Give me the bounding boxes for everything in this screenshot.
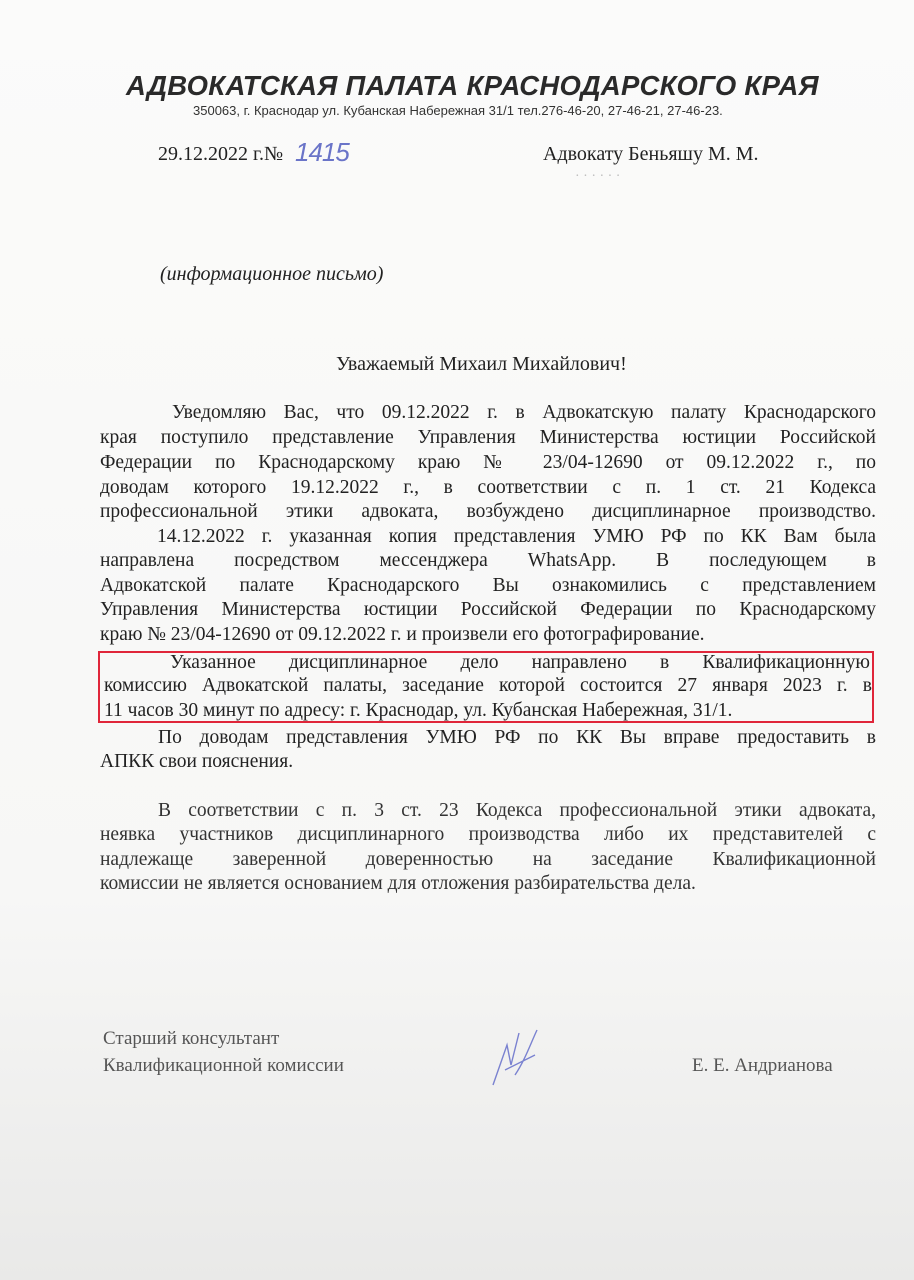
body-line: 14.12.2022 г. указанная копия представления УМЮ РФ по КК Вам была [157,526,876,547]
handwritten-number: 1415 [295,137,349,167]
body-line: В соответствии с п. 3 ст. 23 Кодекса профессиональной этики адвоката, [158,800,876,821]
body-line: комиссии не является основанием для отложения разбирательства дела. [100,873,696,894]
body-line: АПКК свои пояснения. [100,751,294,772]
body-line-highlighted: комиссию Адвокатской палаты, заседание которой состоится 27 января 2023 г. в [104,675,872,696]
body-line: Федерации по Краснодарскому краю № 23/04-12690 от 09.12.2022 г., по [100,452,876,473]
body-line: Адвокатской палате Краснодарского Вы ознакомились с представлением [100,575,876,596]
organization-title: АДВОКАТСКАЯ ПАЛАТА КРАСНОДАРСКОГО КРАЯ [126,70,819,101]
body-line: Уведомляю Вас, что 09.12.2022 г. в Адвокатскую палату Краснодарского [172,402,876,423]
body-line-highlighted: 11 часов 30 минут по адресу: г. Краснодар, ул. Кубанская Набережная, 31/1. [104,700,733,721]
organization-address: 350063, г. Краснодар ул. Кубанская Набережная 31/1 тел.276-46-20, 27-46-21, 27-46-23. [193,103,723,118]
body-line: надлежаще заверенной доверенностью на заседание Квалификационной [100,849,876,870]
body-line: доводам которого 19.12.2022 г., в соответствии с п. 1 ст. 21 Кодекса [100,477,876,498]
signer-title-line1: Старший консультант [103,1028,280,1049]
letter-date: 29.12.2022 г. [158,143,264,165]
document-type: (информационное письмо) [160,263,384,285]
greeting: Уважаемый Михаил Михайлович! [336,353,627,375]
body-line: неявка участников дисциплинарного производства либо их представителей с [100,824,876,845]
signer-name: Е. Е. Андрианова [692,1055,833,1076]
body-line: краю № 23/04-12690 от 09.12.2022 г. и произвели его фотографирование. [100,624,705,645]
recipient-address-cut: · · · · · · [575,169,621,184]
signer-title-line2: Квалификационной комиссии [103,1055,344,1076]
body-line: профессиональной этики адвоката, возбуждено дисциплинарное производство. [100,501,876,522]
body-line-highlighted: Указанное дисциплинарное дело направлено в Квалификационную [170,652,870,673]
recipient: Адвокату Беньяшу М. М. [543,143,759,165]
body-line: Управления Министерства юстиции Российской Федерации по Краснодарскому [100,599,876,620]
body-line: края поступило представление Управления Министерства юстиции Российской [100,427,876,448]
body-line: По доводам представления УМЮ РФ по КК Вы вправе предоставить в [158,727,876,748]
body-line: направлена посредством мессенджера WhatsApp. В последующем в [100,550,876,571]
handwritten-signature [485,1025,545,1090]
number-label: № [264,143,284,165]
